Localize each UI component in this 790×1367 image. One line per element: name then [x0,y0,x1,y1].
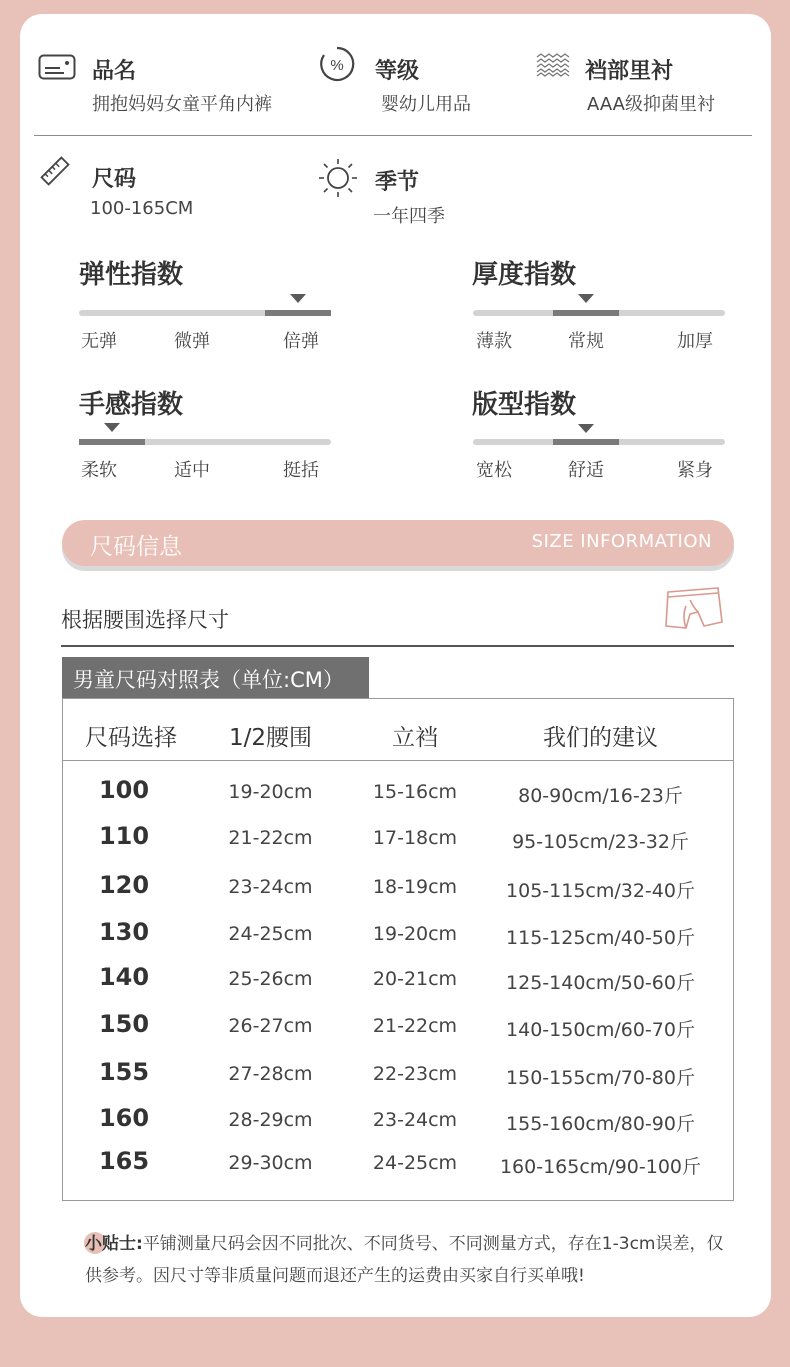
size-info-banner [62,520,734,566]
table-cell-rise: 23-24cm [372,1109,458,1131]
tips-text: 平铺测量尺码会因不同批次、不同货号、不同测量方式，存在1-3cm误差，仅供参考。因尺寸等非质量问题而退还产生的运费由买家自行买单哦! [85,1234,724,1286]
table-cell-waist: 27-28cm [228,1063,313,1085]
table-cell-rise: 24-25cm [372,1152,458,1174]
spec-title-lining: 裆部里衬 [585,59,674,84]
spec-value-grade: 婴幼儿用品 [381,94,471,115]
scale-label-low: 宽松 [476,460,512,481]
table-cell-waist: 19-20cm [228,781,313,803]
table-header-rise: 立裆 [392,725,438,751]
table-cell-rise: 15-16cm [372,781,458,803]
tag-icon [38,54,76,80]
table-header-waist: 1/2腰围 [228,725,312,751]
spec-value-name: 拥抱妈妈女童平角内裤 [92,94,272,115]
table-cell-advice: 115-125cm/40-50斤 [506,927,695,949]
table-cell-rise: 17-18cm [372,827,458,849]
tips [85,1228,725,1292]
table-header-size: 尺码选择 [85,725,177,751]
table-cell-advice: 160-165cm/90-100斤 [499,1156,702,1178]
scale-indicator [578,424,594,433]
table-cell-advice: 150-155cm/70-80斤 [506,1067,695,1089]
table-cell-size: 140 [98,963,150,991]
scale-label-high: 倍弹 [283,331,319,352]
scale-label-mid: 适中 [174,460,210,481]
tips-label: 小贴士: [85,1234,143,1254]
scale-fill [553,439,619,445]
scale-fill [79,439,145,445]
scale-indicator [104,423,120,432]
scale-title: 手感指数 [79,390,184,420]
choose-by-waist-text: 根据腰围选择尺寸 [61,608,229,632]
divider [63,760,733,761]
scale-label-high: 挺括 [283,460,319,481]
scale-track [473,439,725,445]
scale-track [79,439,331,445]
table-header-advice: 我们的建议 [543,725,658,751]
spec-title-grade: 等级 [375,59,420,84]
size-info-title-cn: 尺码信息 [90,534,182,560]
sun-icon [318,158,358,198]
size-info-title-en: SIZE INFORMATION [531,531,712,552]
table-cell-size: 110 [98,822,150,850]
table-cell-waist: 25-26cm [228,968,313,990]
table-cell-advice: 140-150cm/60-70斤 [506,1019,695,1041]
table-cell-advice: 155-160cm/80-90斤 [506,1113,695,1135]
scale-label-mid: 常规 [568,331,604,352]
svg-text:%: % [330,57,344,74]
size-table-tab: 男童尺码对照表（单位:CM） [62,657,369,698]
scale-label-low: 无弹 [81,331,117,352]
table-cell-rise: 20-21cm [372,968,458,990]
scale-label-high: 紧身 [677,460,713,481]
table-cell-size: 160 [98,1104,150,1132]
boxer-shorts-icon [660,586,726,632]
spec-title-size: 尺码 [92,167,137,192]
spec-value-size: 100-165CM [90,198,194,219]
fabric-pattern-icon [536,53,570,77]
scale-track [79,310,331,316]
scale-title: 厚度指数 [472,260,577,290]
table-cell-waist: 23-24cm [228,876,313,898]
table-cell-advice: 125-140cm/50-60斤 [506,972,695,994]
table-cell-waist: 26-27cm [228,1015,313,1037]
table-cell-size: 165 [98,1147,150,1175]
scale-indicator [578,294,594,303]
scale-label-high: 加厚 [677,331,713,352]
table-cell-rise: 18-19cm [372,876,458,898]
table-cell-waist: 24-25cm [228,923,313,945]
spec-value-lining: AAA级抑菌里衬 [587,94,715,115]
table-cell-size: 130 [98,918,150,946]
ruler-icon [40,156,70,186]
scale-indicator [290,294,306,303]
scale-label-mid: 微弹 [174,331,210,352]
table-cell-size: 100 [98,776,150,804]
table-cell-size: 150 [98,1010,150,1038]
divider [61,645,734,647]
table-cell-waist: 28-29cm [228,1109,313,1131]
spec-title-season: 季节 [375,170,420,195]
scale-label-mid: 舒适 [568,460,604,481]
size-table [62,698,734,1201]
scale-label-low: 薄款 [476,331,512,352]
scale-label-low: 柔软 [81,460,117,481]
table-cell-waist: 29-30cm [228,1152,313,1174]
divider [34,135,752,136]
percent-badge-icon [318,45,356,83]
table-cell-rise: 21-22cm [372,1015,458,1037]
scale-track [473,310,725,316]
table-cell-waist: 21-22cm [228,827,313,849]
table-cell-advice: 105-115cm/32-40斤 [506,880,695,902]
spec-title-name: 品名 [92,59,137,84]
table-cell-advice: 95-105cm/23-32斤 [512,831,689,853]
scale-title: 版型指数 [472,390,577,420]
table-cell-rise: 22-23cm [372,1063,458,1085]
table-cell-size: 120 [98,871,150,899]
table-cell-rise: 19-20cm [372,923,458,945]
scale-title: 弹性指数 [79,260,184,290]
table-cell-size: 155 [98,1058,150,1086]
spec-value-season: 一年四季 [373,206,445,227]
table-cell-advice: 80-90cm/16-23斤 [518,785,683,807]
scale-fill [265,310,331,316]
scale-fill [553,310,619,316]
